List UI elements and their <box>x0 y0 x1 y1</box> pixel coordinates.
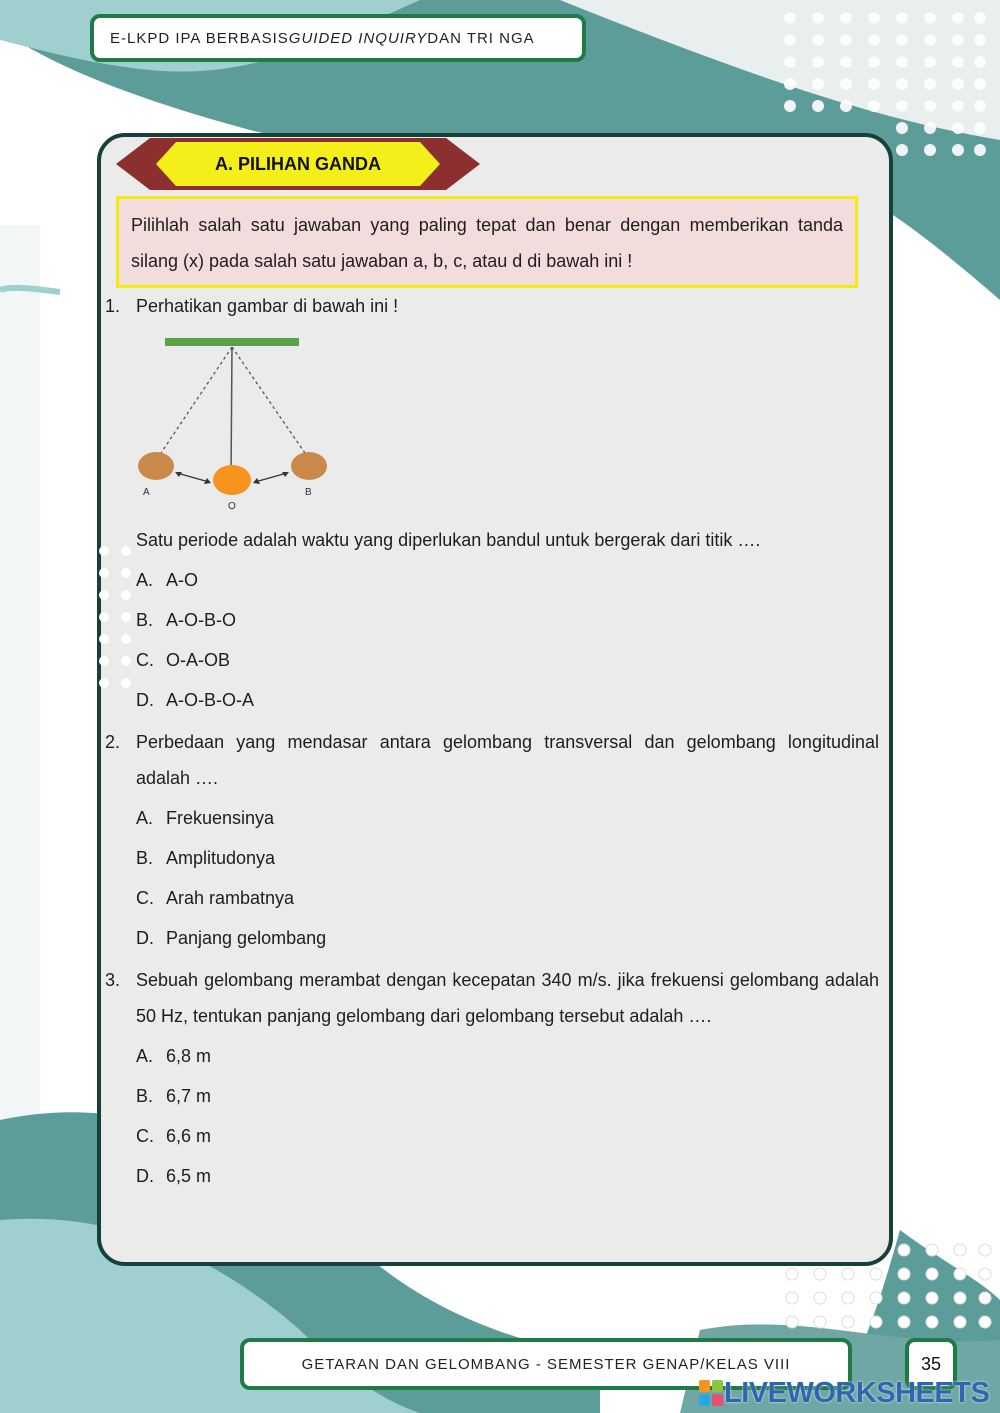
option-1b[interactable] <box>105 600 879 640</box>
label-b: B <box>305 487 312 498</box>
option-1c[interactable] <box>105 640 879 680</box>
option-text: A-O-B-O <box>166 610 236 630</box>
option-1a[interactable] <box>105 560 879 600</box>
option-2b[interactable] <box>105 838 879 878</box>
option-text: 6,7 m <box>166 1086 212 1106</box>
option-2c[interactable] <box>105 878 879 918</box>
option-2a[interactable] <box>105 798 879 838</box>
option-1d[interactable] <box>105 680 879 720</box>
option-text: Panjang gelombang <box>166 928 327 948</box>
option-letter: D. <box>136 928 154 948</box>
header-title-suffix: DAN TRI NGA <box>427 29 535 47</box>
label-o: O <box>228 501 236 512</box>
page-number: 35 <box>905 1338 957 1390</box>
question-number: 1. <box>105 296 121 316</box>
watermark-text: LIVEWORKSHEETS <box>724 1376 990 1409</box>
option-letter: A. <box>136 1046 154 1066</box>
question-number: 2. <box>105 732 121 752</box>
option-text: Frekuensinya <box>166 808 275 828</box>
option-letter: C. <box>136 650 154 670</box>
option-letter: C. <box>136 888 154 908</box>
question-text: Perhatikan gambar di bawah ini ! <box>136 296 399 316</box>
option-letter: B. <box>136 1086 154 1106</box>
option-text: A-O <box>166 570 199 590</box>
header-title-italic: GUIDED INQUIRY <box>288 29 428 47</box>
option-text: 6,5 m <box>166 1166 212 1186</box>
option-3a[interactable] <box>105 1036 879 1076</box>
question-text: Sebuah gelombang merambat dengan kecepatan 340 m/s. jika frekuensi gelombang adalah 50 Hz, tentukan panjang gelombang dari gelombang tersebut adalah …. <box>136 970 879 1026</box>
question-number: 3. <box>105 970 121 990</box>
option-3b[interactable] <box>105 1076 879 1116</box>
option-letter: D. <box>136 1166 154 1186</box>
option-text: 6,6 m <box>166 1126 212 1146</box>
option-2d[interactable] <box>105 918 879 958</box>
option-letter: A. <box>136 808 154 828</box>
liveworksheets-watermark[interactable] <box>698 1376 989 1410</box>
option-letter: B. <box>136 610 154 630</box>
option-text: Arah rambatnya <box>166 888 295 908</box>
question-text: Perbedaan yang mendasar antara gelombang transversal dan gelombang longitudinal adalah …. <box>136 732 879 788</box>
option-text: O-A-OB <box>166 650 231 670</box>
pendulum-figure <box>133 330 333 516</box>
option-letter: A. <box>136 570 154 590</box>
option-3c[interactable] <box>105 1116 879 1156</box>
option-letter: D. <box>136 690 154 710</box>
option-letter: B. <box>136 848 154 868</box>
header-title-prefix: E-LKPD IPA BERBASIS <box>110 29 289 47</box>
instruction-box: Pilihlah salah satu jawaban yang paling tepat dan benar dengan memberikan tanda silang (x) pada salah satu jawaban a, b, c, atau d di bawah ini ! <box>116 196 858 288</box>
option-3d[interactable] <box>105 1156 879 1196</box>
option-text: Amplitudonya <box>166 848 276 868</box>
option-text: 6,8 m <box>166 1046 212 1066</box>
question-list <box>105 288 879 1196</box>
document-footer: GETARAN DAN GELOMBANG - SEMESTER GENAP/KELAS VIII <box>240 1338 852 1390</box>
document-header <box>90 14 586 62</box>
question-subtext: Satu periode adalah waktu yang diperlukan bandul untuk bergerak dari titik …. <box>136 530 761 550</box>
question-3 <box>105 962 879 1034</box>
section-title: A. PILIHAN GANDA <box>215 153 381 174</box>
question-2 <box>105 724 879 796</box>
option-letter: C. <box>136 1126 154 1146</box>
label-a: A <box>143 487 150 498</box>
liveworksheets-logo-icon <box>698 1378 724 1408</box>
question-1 <box>105 288 879 324</box>
option-text: A-O-B-O-A <box>166 690 254 710</box>
